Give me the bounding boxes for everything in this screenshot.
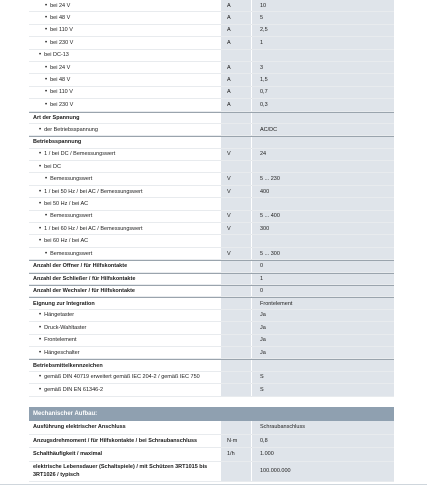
bullet-icon: • xyxy=(45,77,48,84)
row-label: Anzahl der Wechsler / für Hilfskontakte xyxy=(33,288,135,295)
row-unit: A xyxy=(221,12,251,23)
row-unit: V xyxy=(221,186,251,197)
row-label: bei DC xyxy=(44,163,61,170)
table-row xyxy=(29,462,394,482)
row-label: gemäß DIN EN 61346-2 xyxy=(44,386,104,393)
row-label: Bemessungswert xyxy=(50,213,93,220)
row-unit: A xyxy=(221,37,251,48)
row-unit xyxy=(221,274,251,284)
row-label-cell xyxy=(29,226,221,232)
row-label: Anzahl der Schließer / für Hilfskontakte xyxy=(33,275,136,282)
row-label-cell xyxy=(29,374,221,380)
row-value: Ja xyxy=(251,310,394,321)
row-value: 0,7 xyxy=(251,87,394,98)
row-value: S xyxy=(251,372,394,383)
row-value xyxy=(251,50,394,61)
row-unit: V xyxy=(221,211,251,222)
row-label-cell xyxy=(29,189,221,195)
row-label-cell xyxy=(29,288,221,294)
row-unit: A xyxy=(221,99,251,110)
table-row xyxy=(29,37,394,49)
row-label: bei 110 V xyxy=(50,89,73,96)
row-value: Ja xyxy=(251,347,394,358)
row-unit xyxy=(221,113,251,123)
bullet-icon: • xyxy=(45,250,48,257)
row-value: 5 xyxy=(251,12,394,23)
row-unit xyxy=(221,360,251,370)
table-row xyxy=(29,0,394,12)
row-unit xyxy=(221,421,251,434)
table-row xyxy=(29,149,394,161)
bullet-icon: • xyxy=(45,39,48,46)
row-label: Eignung zur Integration xyxy=(33,300,95,307)
row-label-cell xyxy=(29,176,221,182)
row-label: Hängetaster xyxy=(44,312,75,319)
row-label-cell xyxy=(29,115,221,121)
row-value: Ja xyxy=(251,322,394,333)
row-label: Druck-Wahltaster xyxy=(44,324,87,331)
row-label-cell xyxy=(29,15,221,21)
row-label: Ausführung elektrischer Anschluss xyxy=(33,424,126,431)
row-label-cell xyxy=(29,263,221,269)
bullet-icon: • xyxy=(45,213,48,220)
bullet-icon: • xyxy=(39,200,42,207)
row-unit xyxy=(221,462,251,481)
bullet-icon: • xyxy=(39,386,42,393)
row-value: 0 xyxy=(251,286,394,296)
row-label-cell xyxy=(29,438,221,444)
row-label: Betriebsmittelkennzeichen xyxy=(33,362,103,369)
row-label-cell xyxy=(29,387,221,393)
bullet-icon: • xyxy=(45,89,48,96)
row-value: 3 xyxy=(251,62,394,73)
row-unit xyxy=(221,298,251,308)
table-row xyxy=(29,273,394,285)
row-label-cell xyxy=(29,238,221,244)
table-row xyxy=(29,384,394,396)
spec-table-mechanical xyxy=(29,421,394,482)
table-row xyxy=(29,50,394,62)
row-unit: A xyxy=(221,74,251,85)
table-row xyxy=(29,448,394,462)
row-value: 1.000 xyxy=(251,448,394,461)
row-unit xyxy=(221,235,251,246)
row-value: 5 ... 300 xyxy=(251,248,394,259)
table-row xyxy=(29,62,394,74)
table-row xyxy=(29,297,394,309)
table-row xyxy=(29,347,394,359)
table-row xyxy=(29,173,394,185)
row-label-cell xyxy=(29,363,221,369)
row-unit: N·m xyxy=(221,435,251,448)
row-value: 100.000.000 xyxy=(251,462,394,481)
row-label: bei 60 Hz / bei AC xyxy=(44,238,89,245)
bullet-icon: • xyxy=(45,64,48,71)
row-label-cell xyxy=(29,127,221,133)
row-label: Frontelement xyxy=(44,337,77,344)
row-label-cell xyxy=(29,213,221,219)
table-row xyxy=(29,87,394,99)
row-value xyxy=(251,235,394,246)
row-unit xyxy=(221,310,251,321)
bullet-icon: • xyxy=(39,324,42,331)
table-row xyxy=(29,25,394,37)
row-label-cell xyxy=(29,65,221,71)
row-unit: A xyxy=(221,25,251,36)
row-value: 5 ... 230 xyxy=(251,173,394,184)
bullet-icon: • xyxy=(39,188,42,195)
row-label: Hängeschalter xyxy=(44,349,80,356)
bullet-icon: • xyxy=(45,2,48,9)
row-label: bei 230 V xyxy=(50,39,74,46)
row-value: 2,5 xyxy=(251,25,394,36)
row-unit xyxy=(221,161,251,172)
row-label-cell xyxy=(29,350,221,356)
table-row xyxy=(29,310,394,322)
row-label: der Betriebsspannung xyxy=(44,126,98,133)
bullet-icon: • xyxy=(39,312,42,319)
row-unit: V xyxy=(221,149,251,160)
row-unit xyxy=(221,322,251,333)
table-row xyxy=(29,223,394,235)
row-value: Schraubanschluss xyxy=(251,421,394,434)
row-value: 1,5 xyxy=(251,74,394,85)
row-unit xyxy=(221,384,251,395)
row-label-cell xyxy=(29,27,221,33)
row-label: bei 230 V xyxy=(50,101,74,108)
row-value: 24 xyxy=(251,149,394,160)
row-label-cell xyxy=(29,251,221,257)
table-row xyxy=(29,285,394,297)
row-label: bei 48 V xyxy=(50,15,71,22)
row-unit: A xyxy=(221,0,251,11)
row-label: 1 / bei 60 Hz / bei AC / Bemessungswert xyxy=(44,225,143,232)
row-label: Anzugsdrehmoment / für Hilfskontakte / bei Schraubanschluss xyxy=(33,437,198,444)
row-unit: A xyxy=(221,87,251,98)
row-label: bei DC-13 xyxy=(44,52,69,59)
row-unit xyxy=(221,137,251,147)
row-label-cell xyxy=(29,77,221,83)
bullet-icon: • xyxy=(45,101,48,108)
table-row xyxy=(29,12,394,24)
table-row xyxy=(29,211,394,223)
row-label-cell xyxy=(29,89,221,95)
table-row xyxy=(29,198,394,210)
table-row xyxy=(29,112,394,124)
section-title: Mechanischer Aufbau: xyxy=(33,411,98,417)
row-value: 0,3 xyxy=(251,99,394,110)
table-row xyxy=(29,335,394,347)
row-label-cell xyxy=(29,276,221,282)
row-label-cell xyxy=(29,312,221,318)
row-label-cell xyxy=(29,337,221,343)
row-unit: V xyxy=(221,248,251,259)
row-value: 5 ... 400 xyxy=(251,211,394,222)
row-value: 1 xyxy=(251,37,394,48)
table-row xyxy=(29,124,394,136)
bullet-icon: • xyxy=(39,349,42,356)
row-label-cell xyxy=(29,463,221,479)
row-unit xyxy=(221,261,251,271)
row-value: 300 xyxy=(251,223,394,234)
table-row xyxy=(29,260,394,272)
row-label-cell xyxy=(29,40,221,46)
bullet-icon: • xyxy=(39,151,42,158)
row-label-cell xyxy=(29,325,221,331)
row-value xyxy=(251,113,394,123)
row-label: bei 48 V xyxy=(50,77,71,84)
bullet-icon: • xyxy=(39,163,42,170)
row-unit: A xyxy=(221,62,251,73)
row-label: gemäß DIN 40719 erweitert gemäß IEC 204-2 / gemäß IEC 750 xyxy=(44,374,200,381)
row-value: Ja xyxy=(251,335,394,346)
row-label-cell xyxy=(29,52,221,58)
row-label: Betriebsspannung xyxy=(33,139,82,146)
row-value: 0,8 xyxy=(251,435,394,448)
row-label: bei 24 V xyxy=(50,64,71,71)
table-row xyxy=(29,372,394,384)
table-row xyxy=(29,248,394,260)
bullet-icon: • xyxy=(45,176,48,183)
row-unit xyxy=(221,347,251,358)
row-value: 400 xyxy=(251,186,394,197)
row-unit xyxy=(221,286,251,296)
table-row xyxy=(29,322,394,334)
page-bottom-divider xyxy=(0,484,427,485)
table-row xyxy=(29,136,394,148)
table-row xyxy=(29,186,394,198)
table-row xyxy=(29,421,394,435)
bullet-icon: • xyxy=(39,238,42,245)
row-unit xyxy=(221,372,251,383)
bullet-icon: • xyxy=(39,225,42,232)
row-label: 1 / bei DC / Bemessungswert xyxy=(44,151,116,158)
row-label: Art der Spannung xyxy=(33,114,80,121)
bullet-icon: • xyxy=(39,52,42,59)
row-label: bei 24 V xyxy=(50,2,71,9)
row-label: bei 110 V xyxy=(50,27,73,34)
row-value: Frontelement xyxy=(251,298,394,308)
row-label-cell xyxy=(29,139,221,145)
row-label-cell xyxy=(29,424,221,430)
table-row xyxy=(29,161,394,173)
table-row xyxy=(29,74,394,86)
section-header-mechanical xyxy=(29,407,394,421)
row-label-cell xyxy=(29,3,221,9)
row-value xyxy=(251,137,394,147)
row-unit: 1/h xyxy=(221,448,251,461)
row-value: AC/DC xyxy=(251,124,394,135)
table-row xyxy=(29,435,394,449)
bullet-icon: • xyxy=(39,126,42,133)
row-label: 1 / bei 50 Hz / bei AC / Bemessungswert xyxy=(44,188,143,195)
row-unit xyxy=(221,335,251,346)
row-unit: V xyxy=(221,173,251,184)
table-row xyxy=(29,359,394,371)
row-value xyxy=(251,198,394,209)
bullet-icon: • xyxy=(39,374,42,381)
row-value: 0 xyxy=(251,261,394,271)
row-value xyxy=(251,360,394,370)
row-unit: V xyxy=(221,223,251,234)
row-unit xyxy=(221,124,251,135)
row-label-cell xyxy=(29,201,221,207)
row-label-cell xyxy=(29,151,221,157)
row-label-cell xyxy=(29,164,221,170)
row-value: 1 xyxy=(251,274,394,284)
row-value: 10 xyxy=(251,0,394,11)
row-label: Anzahl der Öffner / für Hilfskontakte xyxy=(33,263,128,270)
table-row xyxy=(29,235,394,247)
row-value: S xyxy=(251,384,394,395)
row-unit xyxy=(221,50,251,61)
bullet-icon: • xyxy=(45,15,48,22)
row-label: Bemessungswert xyxy=(50,250,93,257)
table-row xyxy=(29,99,394,111)
bullet-icon: • xyxy=(39,337,42,344)
spec-table-electrical xyxy=(29,0,394,397)
row-label: Bemessungswert xyxy=(50,176,93,183)
bullet-icon: • xyxy=(45,27,48,34)
row-label: bei 50 Hz / bei AC xyxy=(44,200,89,207)
row-label-cell xyxy=(29,451,221,457)
row-label-cell xyxy=(29,102,221,108)
row-unit xyxy=(221,198,251,209)
row-label: elektrische Lebensdauer (Schaltspiele) / mit Schützen 3RT1015 bis 3RT1026 / typisch xyxy=(33,464,208,478)
row-label-cell xyxy=(29,301,221,307)
row-label: Schalthäufigkeit / maximal xyxy=(33,451,103,458)
row-value xyxy=(251,161,394,172)
